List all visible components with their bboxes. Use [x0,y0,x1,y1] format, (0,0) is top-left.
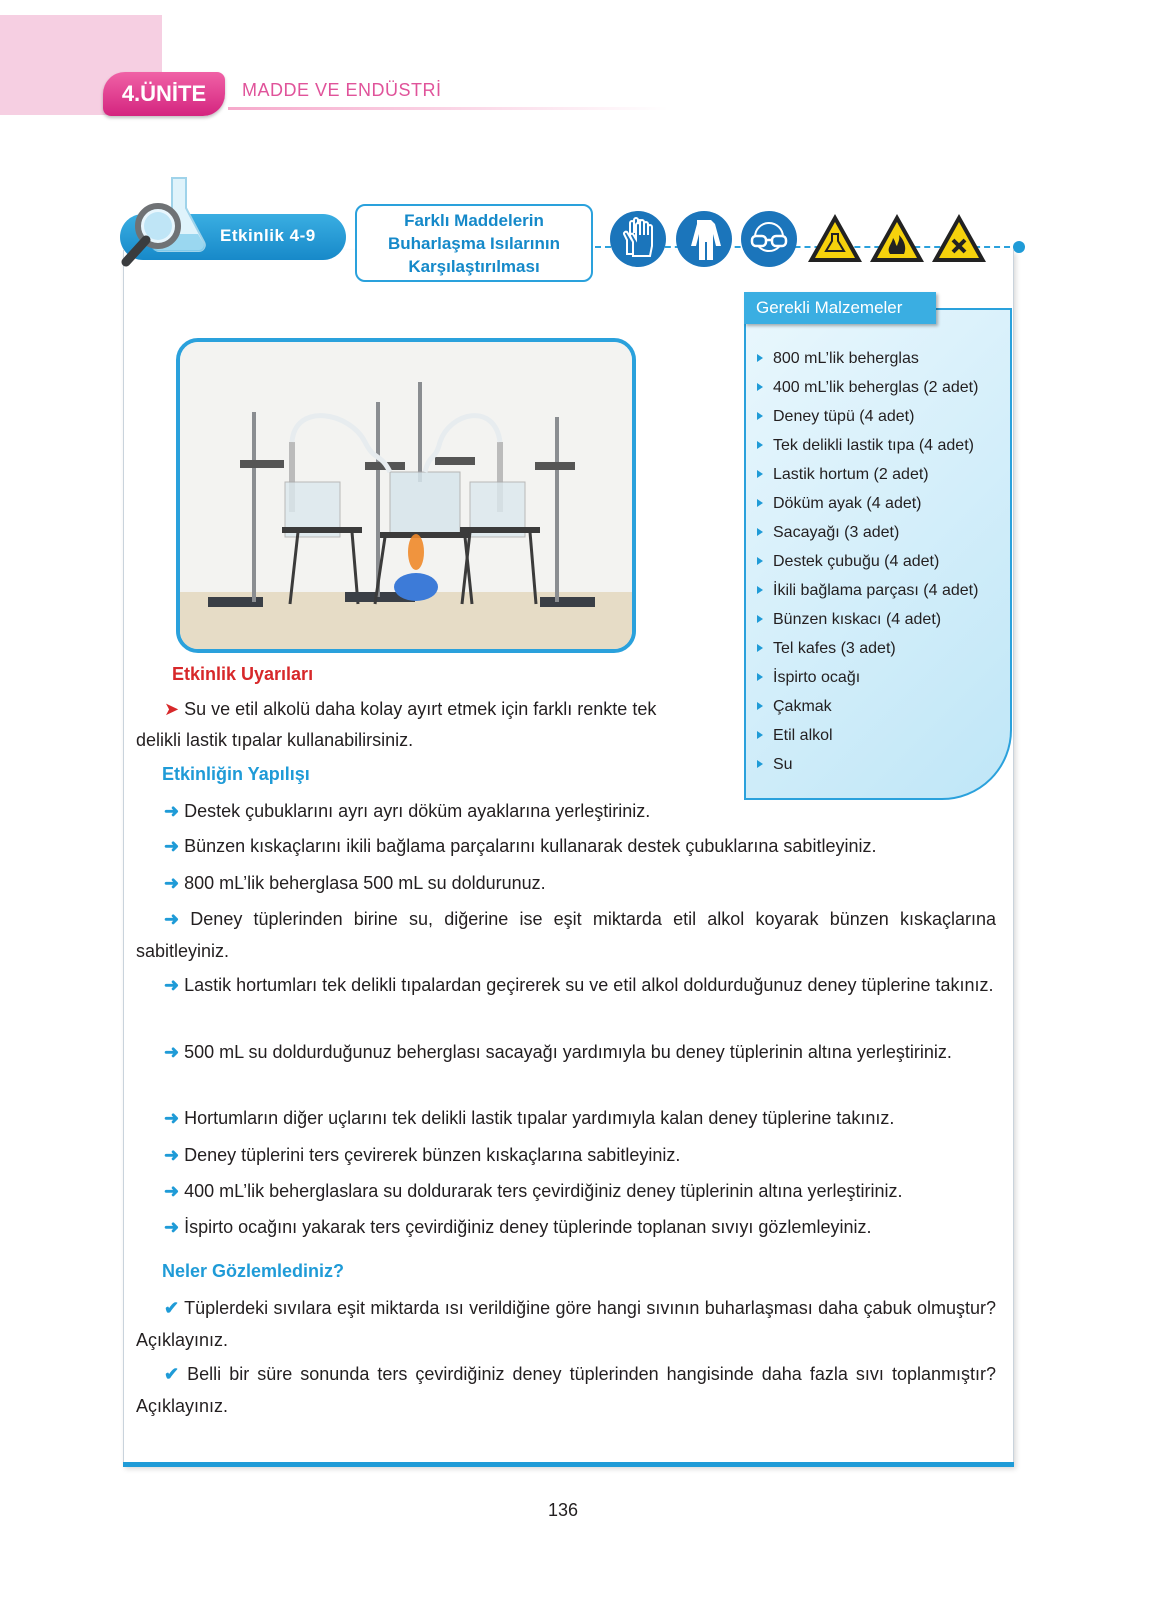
material-item-label: Su [773,756,793,773]
arrow-icon: ➜ [164,836,180,856]
gloves-icon [609,210,667,268]
procedure-step-text: İspirto ocağını yakarak ters çevirdiğiniz deney tüplerinde toplanan sıvıyı gözlemleyiniz. [184,1217,872,1237]
flammable-warning-icon [868,210,926,268]
procedure-step-text: 400 mL’lik beherglaslara su doldurarak ters çevirdiğiniz deney tüplerinin altına yerleştiriniz. [184,1181,903,1201]
warning-line-1 [164,693,746,725]
material-item-label: Tel kafes (3 adet) [773,640,896,657]
material-item-label: Çakmak [773,698,832,715]
bullet-triangle-icon [757,528,763,536]
material-item-label: Bünzen kıskacı (4 adet) [773,611,942,628]
experiment-photo [176,338,636,653]
warning-line-2: delikli lastik tıpalar kullanabilirsiniz. [136,730,414,750]
procedure-step-text: Destek çubuklarını ayrı ayrı döküm ayaklarına yerleştiriniz. [184,801,651,821]
material-item-label: Deney tüpü (4 adet) [773,408,915,425]
bullet-triangle-icon [757,615,763,623]
irritant-warning-icon [930,210,988,268]
observations-title: Neler Gözlemlediniz? [162,1261,345,1281]
header-dashed-line-end [1013,241,1025,253]
pointing-hand-icon: ➤ [164,699,180,719]
header-divider [228,107,668,110]
procedure-title: Etkinliğin Yapılışı [162,764,310,784]
material-item [757,431,978,460]
bullet-triangle-icon [757,586,763,594]
warning-text: Su ve etil alkolü daha kolay ayırt etmek için farklı renkte tek [184,699,657,719]
bullet-triangle-icon [757,644,763,652]
material-item-label: İkili bağlama parçası (4 adet) [773,582,979,599]
experiment-setup-illustration [180,342,632,649]
harmful-warning-icon [806,210,864,268]
procedure-step [136,1211,1014,1243]
procedure-step [136,903,996,967]
activity-title-line: Farklı Maddelerin [404,210,544,230]
material-item-label: Tek delikli lastik tıpa (4 adet) [773,437,974,454]
material-item-label: Lastik hortum (2 adet) [773,466,929,483]
lab-coat-icon [675,210,733,268]
bullet-triangle-icon [757,354,763,362]
material-item [757,344,978,373]
material-item [757,402,978,431]
arrow-icon: ➜ [164,1217,180,1237]
material-item [757,373,978,402]
bullet-triangle-icon [757,412,763,420]
bullet-triangle-icon [757,383,763,391]
checkmark-icon: ✔ [164,1298,180,1318]
procedure-step [136,969,996,1001]
unit-title: MADDE VE ENDÜSTRİ [242,80,442,100]
material-item-label: Etil alkol [773,727,833,744]
material-item [757,460,978,489]
page-number: 136 [548,1500,579,1520]
material-item-label: Destek çubuğu (4 adet) [773,553,940,570]
procedure-step [136,1139,1014,1171]
bullet-triangle-icon [757,673,763,681]
material-item-label: İspirto ocağı [773,669,861,686]
procedure-step-text: Lastik hortumları tek delikli tıpalardan geçirerek su ve etil alkol doldurduğunuz deney tüplerine takınız. [184,975,994,995]
material-item [757,576,978,605]
bullet-triangle-icon [757,499,763,507]
observation-question [136,1358,996,1422]
material-item-label: Sacayağı (3 adet) [773,524,900,541]
material-item [757,663,978,692]
flask-magnifier-icon [120,176,230,276]
material-item-label: 800 mL’lik beherglas [773,350,919,367]
activity-title-line: Karşılaştırılması [408,256,540,276]
arrow-icon: ➜ [164,1042,180,1062]
procedure-step [136,795,756,827]
warnings-title: Etkinlik Uyarıları [172,664,314,684]
observation-question [136,1292,996,1356]
procedure-step-text: 500 mL su doldurduğunuz beherglası sacayağı yardımıyla bu deney tüplerinin altına yerleştiriniz. [184,1042,952,1062]
arrow-icon: ➜ [164,975,180,995]
goggles-icon [740,210,798,268]
procedure-step-text: Deney tüplerini ters çevirerek bünzen kıskaçlarına sabitleyiniz. [184,1145,681,1165]
procedure-step-text: Hortumların diğer uçlarını tek delikli lastik tıpalar yardımıyla kalan deney tüplerine takınız. [184,1108,895,1128]
checkmark-icon: ✔ [164,1364,180,1384]
material-item [757,634,978,663]
unit-badge: 4.ÜNİTE [103,72,225,116]
bullet-triangle-icon [757,470,763,478]
arrow-icon: ➜ [164,1181,180,1201]
procedure-step-text: Bünzen kıskaçlarını ikili bağlama parçalarını kullanarak destek çubuklarına sabitleyiniz. [184,836,877,856]
arrow-icon: ➜ [164,909,180,929]
material-item [757,692,978,721]
observation-question-text: Tüplerdeki sıvılara eşit miktarda ısı verildiğine göre hangi sıvının buharlaşması daha çabuk olmuştur? Açıklayınız. [136,1298,996,1350]
procedure-step [136,867,1014,899]
activity-title-line: Buharlaşma Isılarının [388,233,560,253]
procedure-step [136,830,1014,862]
activity-label: Etkinlik 4-9 [220,226,316,245]
material-item-label: 400 mL’lik beherglas (2 adet) [773,379,979,396]
material-item-label: Döküm ayak (4 adet) [773,495,922,512]
procedure-step [136,1036,996,1068]
materials-title: Gerekli Malzemeler [744,292,936,324]
material-item [757,518,978,547]
bullet-triangle-icon [757,441,763,449]
procedure-step-text: Deney tüplerinden birine su, diğerine ise eşit miktarda etil alkol koyarak bünzen kıskaçlarına sabitleyiniz. [136,909,996,961]
arrow-icon: ➜ [164,801,180,821]
activity-frame-bottom-rule [123,1462,1014,1467]
observation-question-text: Belli bir süre sonunda ters çevirdiğiniz deney tüplerinden hangisinde daha fazla sıvı toplanmıştır? Açıklayınız. [136,1364,996,1416]
arrow-icon: ➜ [164,1108,180,1128]
bullet-triangle-icon [757,760,763,768]
material-item [757,605,978,634]
procedure-step [136,1102,1014,1134]
procedure-step [136,1175,1014,1207]
activity-title-box [355,204,593,282]
bullet-triangle-icon [757,702,763,710]
arrow-icon: ➜ [164,873,180,893]
procedure-step-text: 800 mL’lik beherglasa 500 mL su doldurunuz. [184,873,546,893]
arrow-icon: ➜ [164,1145,180,1165]
material-item [757,489,978,518]
bullet-triangle-icon [757,557,763,565]
materials-list [757,344,978,779]
material-item [757,547,978,576]
